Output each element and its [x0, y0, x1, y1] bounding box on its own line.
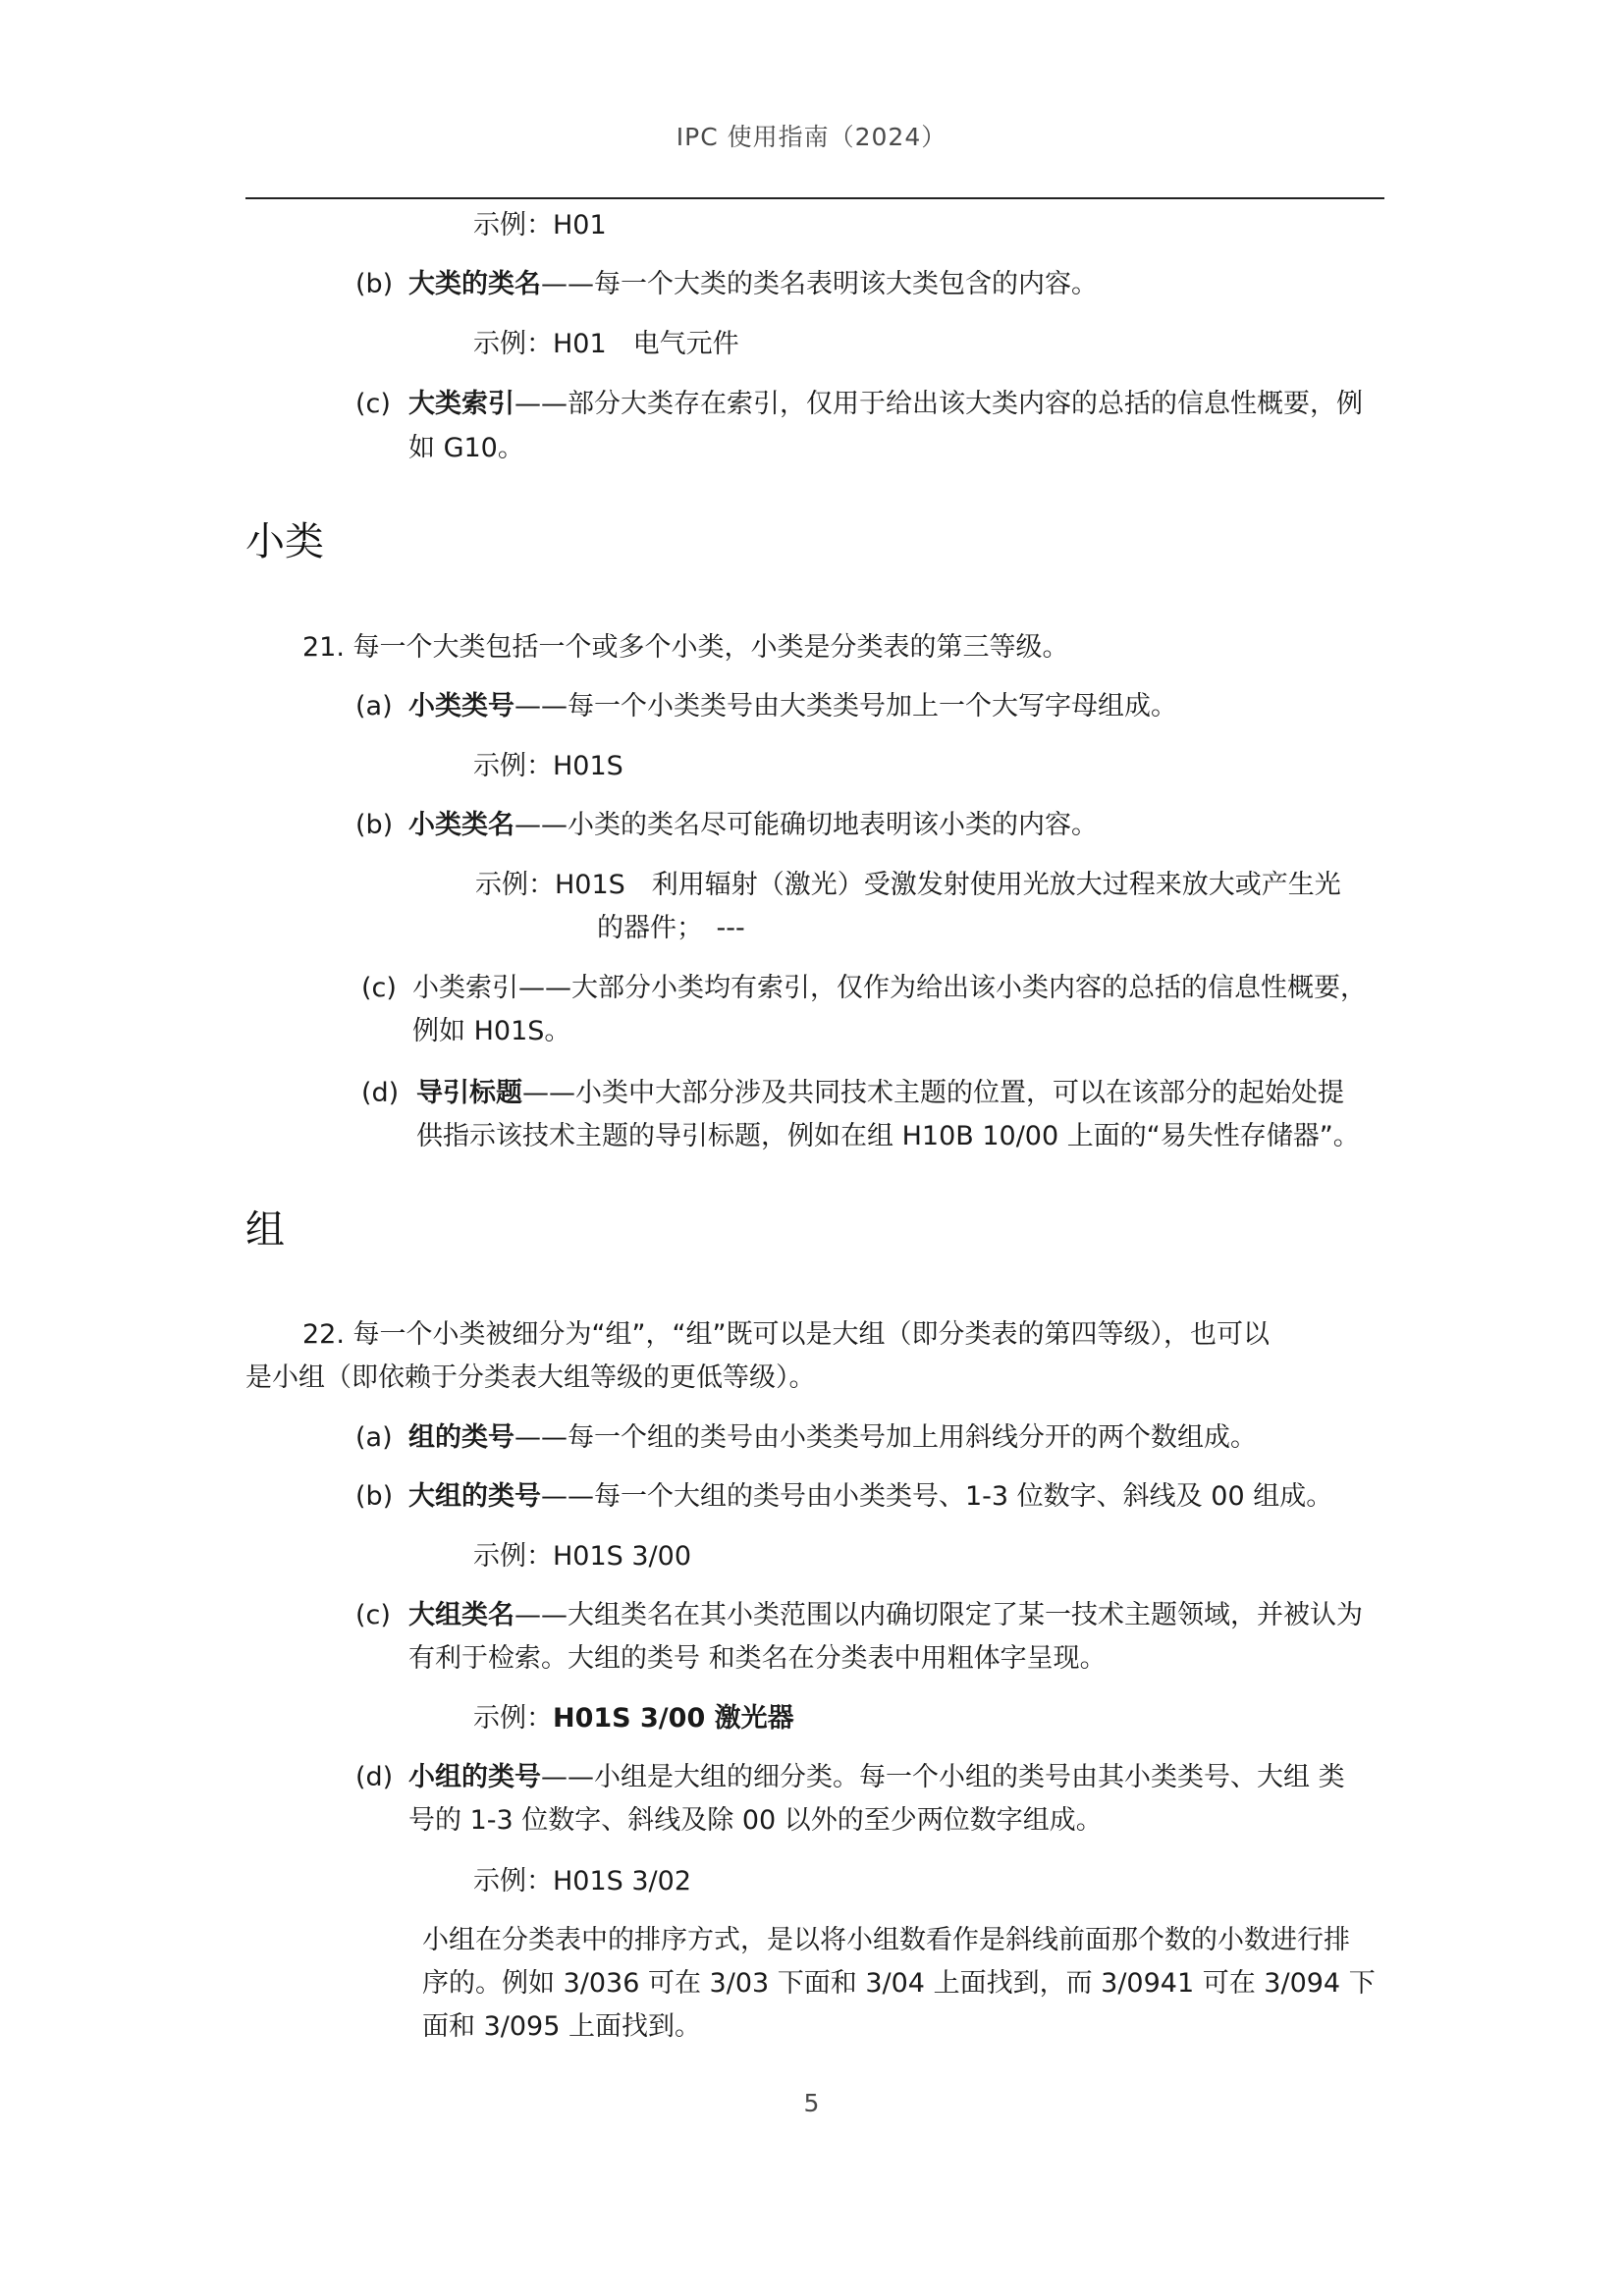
- page-number: 5: [803, 2089, 820, 2117]
- example-text: 的器件； ---: [597, 913, 745, 943]
- example-text: 示例：H01S: [473, 751, 623, 781]
- item-label: (a): [355, 1422, 393, 1453]
- example-text: [473, 1697, 794, 1740]
- section-title-group: 组: [245, 1207, 285, 1253]
- item-description: ——每一个组的类号由小类类号加上用斜线分开的两个数组成。: [514, 1422, 1257, 1453]
- item-label: (a): [355, 691, 393, 721]
- item-description: 小类索引——大部分小类均有索引，仅作为给出该小类内容的总括的信息性概要，: [412, 973, 1367, 1003]
- item-description: ——小组是大组的细分类。每一个小组的类号由其小类类号、大组 类: [541, 1762, 1345, 1792]
- page-header: IPC 使用指南（2024）: [676, 123, 947, 151]
- item-description: ——部分大类存在索引，仅用于给出该大类内容的总括的信息性概要，例: [514, 389, 1363, 419]
- item-description: 有利于检索。大组的类号 和类名在分类表中用粗体字呈现。: [408, 1643, 1107, 1674]
- example-text: 示例：H01S 3/02: [473, 1866, 692, 1896]
- example-h01: [245, 204, 1384, 247]
- item-description: 供指示该技术主题的导引标题，例如在组 H10B 10/00 上面的“易失性存储器”。: [416, 1121, 1360, 1151]
- item-text: [408, 1594, 1363, 1637]
- item-term: 大类索引: [408, 389, 514, 419]
- paragraph-text: 21. 每一个大类包括一个或多个小类，小类是分类表的第三等级。: [302, 632, 1069, 663]
- item-label: (b): [355, 810, 394, 840]
- item-term: 小组的类号: [408, 1762, 541, 1792]
- note-text: 小组在分类表中的排序方式，是以将小组数看作是斜线前面那个数的小数进行排: [422, 1925, 1350, 1955]
- item-description: 如 G10。: [408, 433, 524, 463]
- item-label: (d): [355, 1762, 394, 1792]
- item-term: 大类的类名: [408, 269, 541, 299]
- item-text: [408, 804, 1098, 847]
- item-description: 号的 1-3 位数字、斜线及除 00 以外的至少两位数字组成。: [408, 1805, 1103, 1836]
- item-term: 大组类名: [408, 1600, 514, 1630]
- item-description: 例如 H01S。: [412, 1016, 571, 1046]
- example-h01s-3-00: [245, 1535, 1384, 1578]
- example-h01s: [245, 745, 1384, 788]
- item-term: 组的类号: [408, 1422, 514, 1453]
- item-text: [408, 263, 1098, 306]
- example-h01-name: [245, 323, 1384, 366]
- header-divider: [245, 197, 1384, 199]
- item-term: 导引标题: [416, 1078, 522, 1108]
- item-label: (d): [361, 1078, 400, 1108]
- item-term: 大组的类号: [408, 1481, 541, 1512]
- item-label: (b): [355, 269, 394, 299]
- item-text: [408, 383, 1363, 426]
- item-description: ——每一个大组的类号由小类类号、1-3 位数字、斜线及 00 组成。: [541, 1481, 1333, 1512]
- item-label: (c): [361, 973, 397, 1003]
- item-label: (c): [355, 1600, 391, 1630]
- item-label: (c): [355, 389, 391, 419]
- example-text: 示例：H01 电气元件: [473, 329, 739, 359]
- item-description: ——小类的类名尽可能确切地表明该小类的内容。: [514, 810, 1098, 840]
- item-text: [408, 1416, 1257, 1460]
- item-description: ——每一个小类类号由大类类号加上一个大写字母组成。: [514, 691, 1177, 721]
- item-description: ——小类中大部分涉及共同技术主题的位置，可以在该部分的起始处提: [522, 1078, 1344, 1108]
- item-term: 小类类名: [408, 810, 514, 840]
- item-description: ——大组类名在其小类范围以内确切限定了某一技术主题领域，并被认为: [514, 1600, 1363, 1630]
- item-description: ——每一个大类的类名表明该大类包含的内容。: [541, 269, 1098, 299]
- item-text: [408, 685, 1177, 728]
- note-text: 序的。例如 3/036 可在 3/03 下面和 3/04 上面找到，而 3/0941 可在 3/094 下: [422, 1968, 1376, 1999]
- example-h01s-3-02: [245, 1860, 1384, 1903]
- item-term: 小类类号: [408, 691, 514, 721]
- example-text: 示例：H01S 利用辐射（激光）受激发射使用光放大过程来放大或产生光: [475, 870, 1341, 900]
- example-text: 示例：H01: [473, 210, 607, 240]
- example-prefix: 示例：: [473, 1703, 553, 1734]
- item-label: (b): [355, 1481, 394, 1512]
- section-title-subclass: 小类: [245, 519, 324, 564]
- example-code: H01S 3/00 激光器: [553, 1703, 794, 1734]
- note-text: 面和 3/095 上面找到。: [422, 2011, 701, 2042]
- item-text: [408, 1756, 1345, 1799]
- paragraph-text: 是小组（即依赖于分类表大组等级的更低等级）。: [245, 1362, 816, 1393]
- item-text: [416, 1072, 1344, 1115]
- item-text: [408, 1475, 1332, 1519]
- paragraph-text: 22. 每一个小类被细分为“组”，“组”既可以是大组（即分类表的第四等级），也可以: [302, 1319, 1270, 1350]
- example-text: 示例：H01S 3/00: [473, 1541, 692, 1572]
